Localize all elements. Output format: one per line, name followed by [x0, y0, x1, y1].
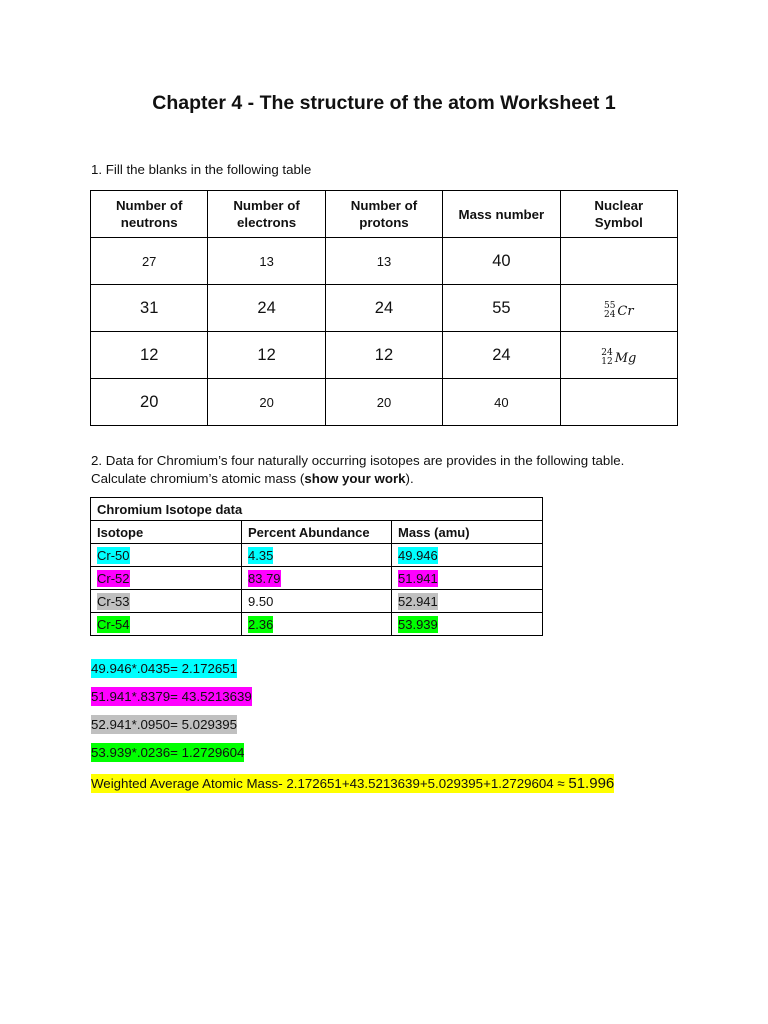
mass-value: 51.941 — [398, 570, 438, 586]
mass-value: 49.946 — [398, 547, 438, 563]
abundance-cell — [242, 590, 392, 613]
atom-row-4 — [91, 379, 678, 426]
mass-number-cell: 40 — [443, 238, 560, 285]
nuclear-symbol-cell — [560, 285, 677, 332]
abundance-value: 83.79 — [248, 570, 281, 586]
weighted-average-value: 51.996 — [568, 775, 615, 792]
isotope-row-cr52 — [91, 567, 543, 590]
protons-cell: 20 — [325, 379, 442, 426]
isotope-row-cr54 — [91, 613, 543, 636]
header-percent-abundance: Percent Abundance — [242, 521, 392, 544]
header-neutrons: Number of neutrons — [91, 191, 208, 238]
header-electrons: Number of electrons — [208, 191, 325, 238]
mass-value: 52.941 — [398, 593, 438, 609]
weighted-average-line — [91, 775, 614, 792]
isotope-value: Cr-53 — [97, 593, 130, 609]
nuclear-atomic: 24 — [603, 310, 616, 320]
atom-row-2 — [91, 285, 678, 332]
question-2-line-1: 2. Data for Chromium’s four naturally occurring isotopes are provides in the following table. — [91, 453, 625, 468]
header-protons: Number of protons — [325, 191, 442, 238]
header-mass-number: Mass number — [443, 191, 560, 238]
electrons-cell: 24 — [208, 285, 325, 332]
abundance-cell — [242, 544, 392, 567]
neutrons-cell: 12 — [91, 332, 208, 379]
mass-number-cell: 55 — [443, 285, 560, 332]
isotope-caption-row — [91, 498, 543, 521]
question-2-text — [91, 452, 624, 487]
isotope-cell — [91, 544, 242, 567]
neutrons-cell: 20 — [91, 379, 208, 426]
calculation-text: 52.941*.0950= 5.029395 — [91, 717, 238, 732]
calculation-text: 51.941*.8379= 43.5213639 — [91, 689, 252, 704]
isotope-cell — [91, 590, 242, 613]
page-title: Chapter 4 - The structure of the atom Worksheet 1 — [152, 92, 616, 114]
header-isotope: Isotope — [91, 521, 242, 544]
nuclear-symbol-mg — [601, 349, 636, 367]
header-nuclear-symbol: Nuclear Symbol — [560, 191, 677, 238]
abundance-cell — [242, 567, 392, 590]
nuclear-mass: 24 — [601, 348, 613, 358]
isotope-value: Cr-54 — [97, 616, 130, 632]
protons-cell: 12 — [325, 332, 442, 379]
atom-row-1 — [91, 238, 678, 285]
mass-number-cell: 40 — [443, 379, 560, 426]
nuclear-symbol-cell — [560, 379, 677, 426]
question-2-line-2-start: Calculate chromium’s atomic mass ( — [91, 470, 305, 486]
weighted-average-formula: Weighted Average Atomic Mass- 2.172651+43.5213639+5.029395+1.2729604 ≈ — [91, 776, 569, 791]
abundance-value: 2.36 — [248, 616, 274, 632]
question-2-line-2-end: ). — [405, 470, 414, 486]
nuclear-atomic: 12 — [601, 357, 613, 367]
nuclear-mass: 55 — [603, 301, 616, 311]
weighted-average-text — [91, 774, 614, 793]
header-mass-amu: Mass (amu) — [392, 521, 543, 544]
calculation-line-4 — [91, 745, 244, 760]
calculation-line-3 — [91, 717, 237, 732]
isotope-header-row — [91, 521, 543, 544]
atom-table-header-row — [91, 191, 678, 238]
isotope-table-caption: Chromium Isotope data — [91, 498, 543, 521]
question-1-text: 1. Fill the blanks in the following table — [91, 162, 312, 177]
isotope-row-cr50 — [91, 544, 543, 567]
nuclear-symbol-cr — [604, 302, 634, 320]
atom-table — [90, 190, 678, 426]
electrons-cell: 12 — [208, 332, 325, 379]
show-your-work-bold: show your work — [304, 470, 406, 486]
isotope-row-cr53 — [91, 590, 543, 613]
mass-cell — [392, 590, 543, 613]
nuclear-element: Cr — [617, 303, 634, 319]
isotope-table — [90, 497, 543, 636]
mass-cell — [392, 567, 543, 590]
neutrons-cell: 27 — [91, 238, 208, 285]
neutrons-cell: 31 — [91, 285, 208, 332]
nuclear-symbol-cell — [560, 238, 677, 285]
mass-number-cell: 24 — [443, 332, 560, 379]
abundance-value: 9.50 — [248, 593, 274, 609]
mass-cell — [392, 544, 543, 567]
nuclear-symbol-cell — [560, 332, 677, 379]
electrons-cell: 13 — [208, 238, 325, 285]
calculation-line-2 — [91, 689, 252, 704]
isotope-value: Cr-50 — [97, 547, 130, 563]
mass-value: 53.939 — [398, 616, 438, 632]
isotope-value: Cr-52 — [97, 570, 130, 586]
protons-cell: 13 — [325, 238, 442, 285]
question-2-line-2 — [91, 470, 624, 488]
abundance-cell — [242, 613, 392, 636]
isotope-cell — [91, 613, 242, 636]
nuclear-element: Mg — [614, 350, 637, 366]
calculation-text: 49.946*.0435= 2.172651 — [91, 661, 238, 676]
calculation-line-1 — [91, 661, 237, 676]
calculation-text: 53.939*.0236= 1.2729604 — [91, 745, 245, 760]
atom-row-3 — [91, 332, 678, 379]
protons-cell: 24 — [325, 285, 442, 332]
electrons-cell: 20 — [208, 379, 325, 426]
isotope-cell — [91, 567, 242, 590]
mass-cell — [392, 613, 543, 636]
abundance-value: 4.35 — [248, 547, 274, 563]
